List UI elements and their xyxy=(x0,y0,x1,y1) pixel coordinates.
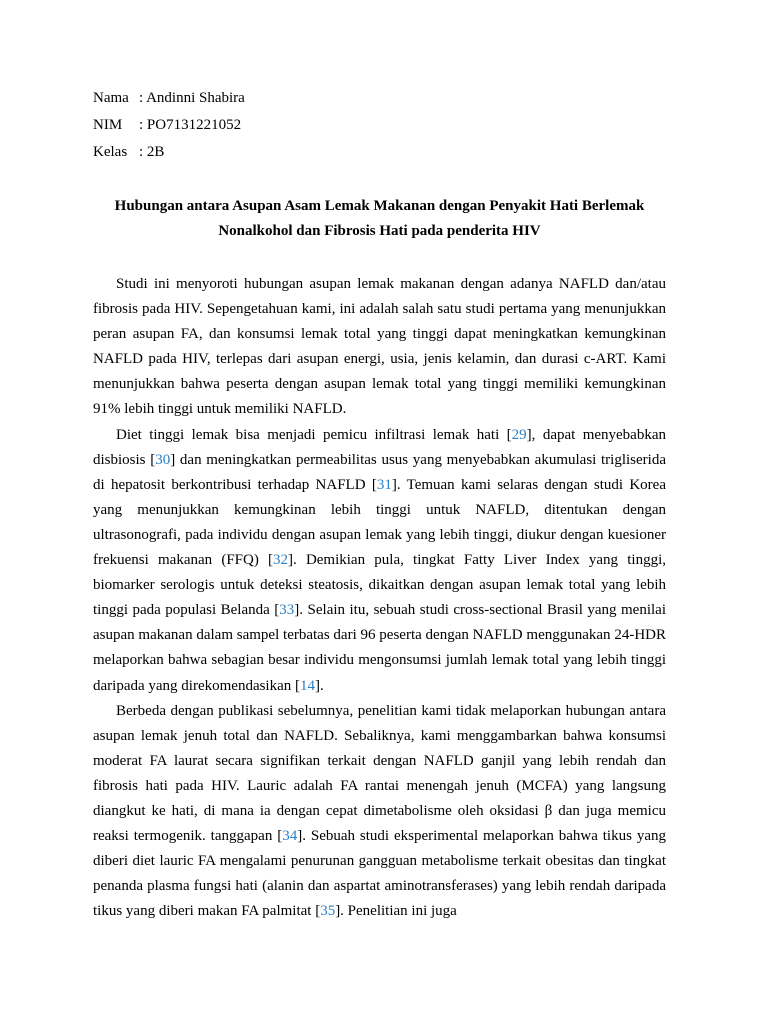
paragraph-text: Berbeda dengan publikasi sebelumnya, penelitian kami tidak melaporkan hubungan antara asupan lemak jenuh total dan NAFLD. Sebaliknya, kami menggambarkan bahwa konsumsi moderat FA laurat secara signifikan terkait dengan NAFLD ganjil yang lebih rendah dan fibrosis hati pada HIV. Lauric adalah FA rantai menengah jenuh (MCFA) yang langsung diangkut ke hati, di mana ia dengan cepat dimetabolisme oleh oksidasi β dan juga memicu reaksi termogenik. tanggapan [ xyxy=(93,702,666,845)
nim-label: NIM xyxy=(93,117,123,133)
nim-row xyxy=(93,112,245,139)
name-row xyxy=(93,85,245,112)
citation-link-34[interactable]: 34 xyxy=(282,828,298,845)
student-info xyxy=(93,85,245,166)
kelas-value: : 2B xyxy=(139,144,165,160)
citation-link-30[interactable]: 30 xyxy=(155,451,171,468)
citation-link-35[interactable]: 35 xyxy=(320,903,336,920)
citation-link-33[interactable]: 33 xyxy=(279,602,295,619)
paragraph-text: ]. Demikian pula, tingkat Fatty Liver Index yang tinggi, biomarker serologis untuk deteksi steatosis, dikaitkan dengan asupan lemak total yang lebih tinggi pada populasi Belanda [ xyxy=(93,552,666,619)
title-line-2: Nonalkohol dan Fibrosis Hati pada penderita HIV xyxy=(218,223,541,239)
paragraph-3 xyxy=(93,699,666,925)
paragraph-text: Studi ini menyoroti hubungan asupan lemak makanan dengan adanya NAFLD dan/atau fibrosis pada HIV. Sepengetahuan kami, ini adalah salah satu studi pertama yang menunjukkan peran asupan FA, dan konsumsi lemak total yang tinggi dapat meningkatkan kemungkinan NAFLD pada HIV, terlepas dari asupan energi, usia, jenis kelamin, dan durasi c-ART. Kami menunjukkan bahwa peserta dengan asupan lemak total yang tinggi memiliki kemungkinan 91% lebih tinggi untuk memiliki NAFLD. xyxy=(93,276,666,418)
citation-link-31[interactable]: 31 xyxy=(376,476,392,493)
paragraph-text: ]. Sebuah studi eksperimental melaporkan bahwa tikus yang diberi diet lauric FA mengalami penurunan gangguan metabolisme terkait obesitas dan tingkat penanda plasma fungsi hati (alanin dan aspartat aminotransferases) yang lebih rendah daripada tikus yang diberi makan FA palmitat [ xyxy=(93,828,666,920)
nim-value: : PO7131221052 xyxy=(139,117,242,133)
paragraph-1 xyxy=(93,272,666,423)
paragraph-text: ]. xyxy=(315,677,324,694)
document-title xyxy=(93,194,666,244)
paragraph-text: ]. Temuan kami selaras dengan studi Korea yang menunjukkan kemungkinan lebih tinggi untuk NAFLD, ditentukan dengan ultrasonografi, pada individu dengan asupan lemak yang lebih tinggi, diukur dengan kuesioner frekuensi makanan (FFQ) [ xyxy=(93,476,666,569)
title-line-1: Hubungan antara Asupan Asam Lemak Makanan dengan Penyakit Hati Berlemak xyxy=(114,198,645,214)
paragraph-text: ]. Selain itu, sebuah studi cross-sectional Brasil yang menilai asupan makanan dalam sampel terbatas dari 96 peserta dengan NAFLD menggunakan 24-HDR melaporkan bahwa sebagian besar individu mengonsumsi jumlah lemak total yang lebih tinggi daripada yang direkomendasikan [ xyxy=(93,602,666,694)
citation-link-29[interactable]: 29 xyxy=(511,426,527,443)
document-page xyxy=(93,85,666,924)
paragraph-text: ]. Penelitian ini juga xyxy=(335,903,457,920)
paragraph-text: ] dan meningkatkan permeabilitas usus yang menyebabkan akumulasi trigliserida di hepatosit berkontribusi terhadap NAFLD [ xyxy=(93,451,666,493)
kelas-row xyxy=(93,139,245,166)
paragraph-2 xyxy=(93,423,666,699)
citation-link-14[interactable]: 14 xyxy=(300,677,316,694)
paragraph-text: ], dapat menyebabkan disbiosis [ xyxy=(93,426,666,468)
name-value: : Andinni Shabira xyxy=(139,90,245,106)
name-label: Nama xyxy=(93,90,129,106)
kelas-label: Kelas xyxy=(93,144,128,160)
document-body xyxy=(93,272,666,924)
paragraph-text: Diet tinggi lemak bisa menjadi pemicu infiltrasi lemak hati [ xyxy=(116,426,512,443)
citation-link-32[interactable]: 32 xyxy=(273,552,289,569)
